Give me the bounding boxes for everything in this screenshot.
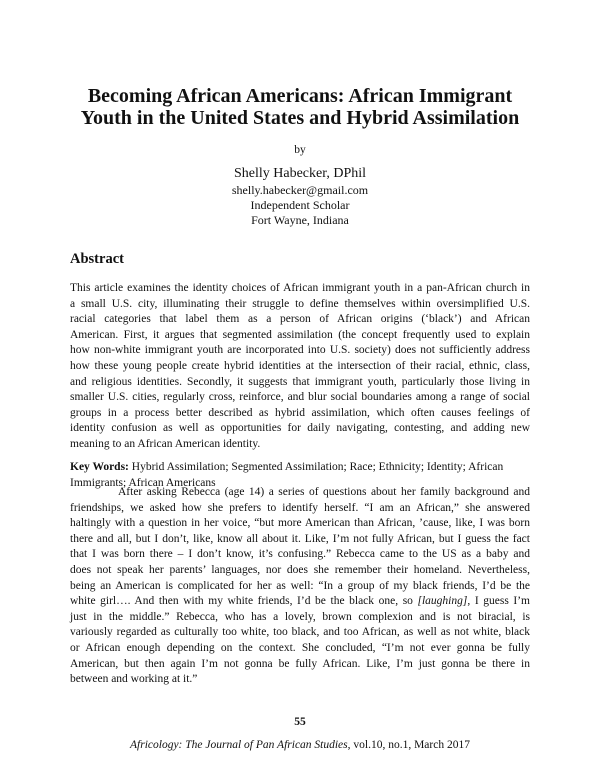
title-line-2: Youth in the United States and Hybrid Assimilation [80, 107, 520, 129]
laughing-aside: [laughing] [417, 595, 468, 608]
body-line: or African enough depending on the context. She concluded, “I’m not ever gonna be fully [70, 641, 530, 654]
keywords-line: Hybrid Assimilation; Segmented Assimilation; Race; Ethnicity; Identity; African [131, 461, 504, 473]
keywords-line: Immigrants; African Americans [70, 476, 216, 489]
body-line: white girl…. And then with my white friends, I’d be the black one, so [laughing], I guess I’m [70, 595, 530, 608]
footer-journal-name: Africology: The Journal of Pan African Studies [130, 739, 348, 751]
abstract-line: racial categories that label them as a person of African origins (‘black’) and African [70, 313, 530, 326]
body-line: American, but then again I’m not gonna be fully African. Like, I’m just gonna be there in [70, 657, 530, 670]
body-line: being an American is complicated for her as well: “In a group of my black friends, I’d be the [70, 579, 530, 592]
abstract-line: groups in a process better described as hybrid assimilation, which often causes feelings of [70, 406, 530, 419]
body-line: between and working at it.” [70, 673, 198, 686]
body-line: haltingly with a question in her voice, “but more American than African, ’cause, like, I was born [70, 517, 530, 530]
paper-title [60, 85, 540, 129]
abstract-heading: Abstract [70, 251, 124, 267]
body-line: there and all, but I don’t, like, know all about it. Like, I’m not fully African, but I guess the fact [70, 532, 530, 545]
footer-issue: , vol.10, no.1, March 2017 [347, 739, 470, 751]
author-email: shelly.habecker@gmail.com [231, 183, 369, 197]
abstract-text [70, 281, 530, 453]
abstract-line: smaller U.S. cities, regularly cross, reinforce, and blur social boundaries among a range of social [70, 391, 530, 404]
body-line: just in the middle.” Rebecca, who has a lovely, brown complexion and is not biracial, is [70, 610, 530, 623]
body-line: that I was born there – I don’t know, it’s confusing.” Rebecca came to the US as a baby and [70, 548, 530, 561]
page-number: 55 [294, 716, 306, 728]
abstract-line: and religious identities. Secondly, it suggests that immigrant youth, particularly those living in [70, 375, 530, 388]
abstract-line: American. First, it argues that segmented assimilation (the concept frequently used to explain [70, 328, 530, 341]
author-institution: Independent Scholar [250, 198, 350, 212]
author-name: Shelly Habecker, DPhil [233, 166, 367, 181]
abstract-line: This article examines the identity choices of African immigrant youth in a pan-African church in [70, 282, 530, 294]
abstract-line: a small U.S. city, illuminating their struggle to define themselves within oversimplified U.S. [70, 297, 530, 310]
author-affiliation [0, 183, 600, 228]
byline-by: by [294, 144, 306, 156]
journal-footer [0, 739, 600, 751]
body-line: friendships, we asked how she prefers to identify herself. “I am an African,” she answered [70, 501, 530, 514]
author-location: Fort Wayne, Indiana [251, 213, 349, 227]
abstract-line: how non-white immigrant youth are incorporated into U.S. society) does not sufficiently address [70, 344, 530, 357]
body-paragraph [70, 485, 530, 688]
abstract-line: meaning to an African American identity. [70, 437, 261, 450]
body-line: does not speak her parents’ languages, nor does she remember their homeland. Nevertheless, [70, 563, 530, 576]
body-line: After asking Rebecca (age 14) a series of questions about her family background and [118, 486, 530, 498]
abstract-line: identity confusion as well as opportunities for daily navigating, contesting, and adding new [70, 422, 530, 435]
body-line: variously regarded as culturally too white, too black, and too African, as well as not white, black [70, 626, 530, 639]
keywords-label: Key Words: [70, 461, 129, 473]
title-line-1: Becoming African Americans: African Immigrant [87, 85, 513, 107]
abstract-line: how these young people create hybrid identities at the intersection of their racial, ethnic, class, [70, 359, 530, 372]
